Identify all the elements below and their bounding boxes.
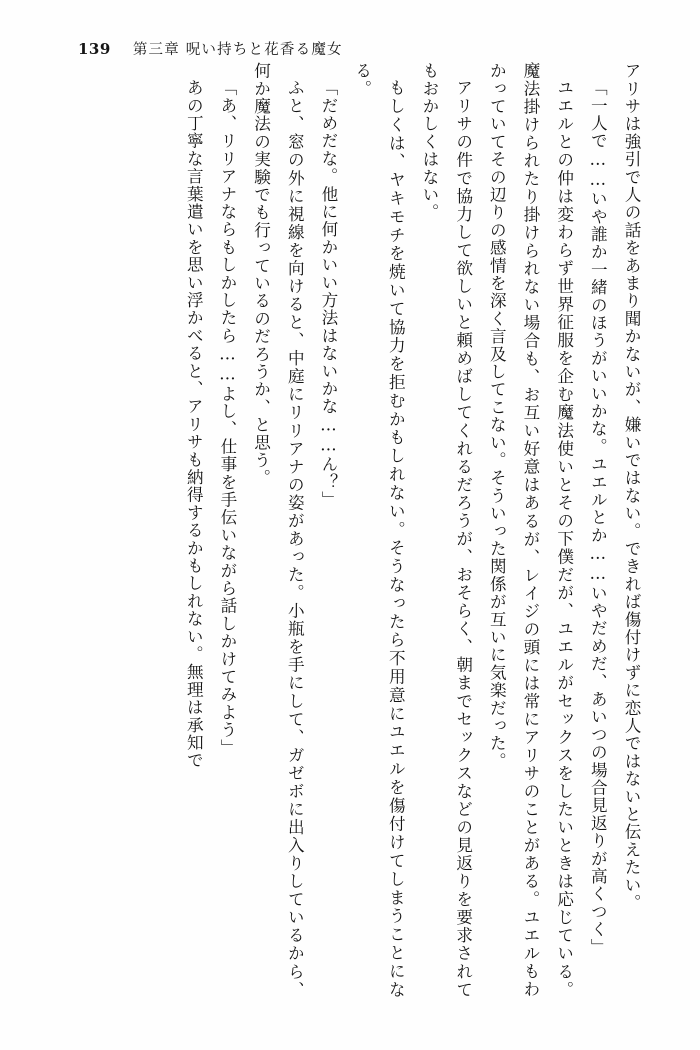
page-number: 139 xyxy=(78,40,111,58)
paragraph: ユエルとの仲は変わらず世界征服を企む魔法使いとその下僕だが、ユエルがセックスをしたいときは応じている。魔法掛けられたり掛けられない場合も、お互い好意はあるが、レイジの頭には常にアリサのことがある。ユエルもわかっていてその辺りの感情を深く言及してこない。そういった関係が互いに気楽だった。 xyxy=(487,62,574,998)
paragraph: アリサは強引で人の話をあまり聞かないが、嫌いではない。できれば傷付けずに恋人ではないと伝えたい。 xyxy=(622,62,641,912)
chapter-title: 第三章 呪い持ちと花香る魔女 xyxy=(132,42,343,58)
paragraph: ふと、窓の外に視線を向けると、中庭にリリアナの姿があった。小瓶を手にして、ガゼボに出入りしているから、何か魔法の実験でも行っているのだろうか、と思う。 xyxy=(251,62,305,998)
paragraph: 「あ、リリアナならもしかしたら……よし、仕事を手伝いながら話しかけてみよう」 xyxy=(217,78,237,756)
paragraph: あの丁寧な言葉遣いを思い浮かべると、アリサも納得するかもしれない。無理は承知で xyxy=(184,78,204,769)
body-text xyxy=(58,62,648,998)
page-header xyxy=(78,38,343,59)
paragraph: 「だめだな。他に何かいい方法はないかな……ん？」 xyxy=(318,78,338,509)
paragraph: もしくは、ヤキモチを焼いて協力を拒むかもしれない。そうなったら不用意にユエルを傷付けてしまうことになる。 xyxy=(352,62,406,998)
paragraph: 「一人で……いや誰か一緒のほうがいいかな。ユエルとか……いやだめだ、あいつの場合見返りが高くつく」 xyxy=(588,78,608,956)
paragraph: アリサの件で協力して欲しいと頼めばしてくれるだろうが、おそらく、朝までセックスなどの見返りを要求されてもおかしくはない。 xyxy=(419,62,473,998)
